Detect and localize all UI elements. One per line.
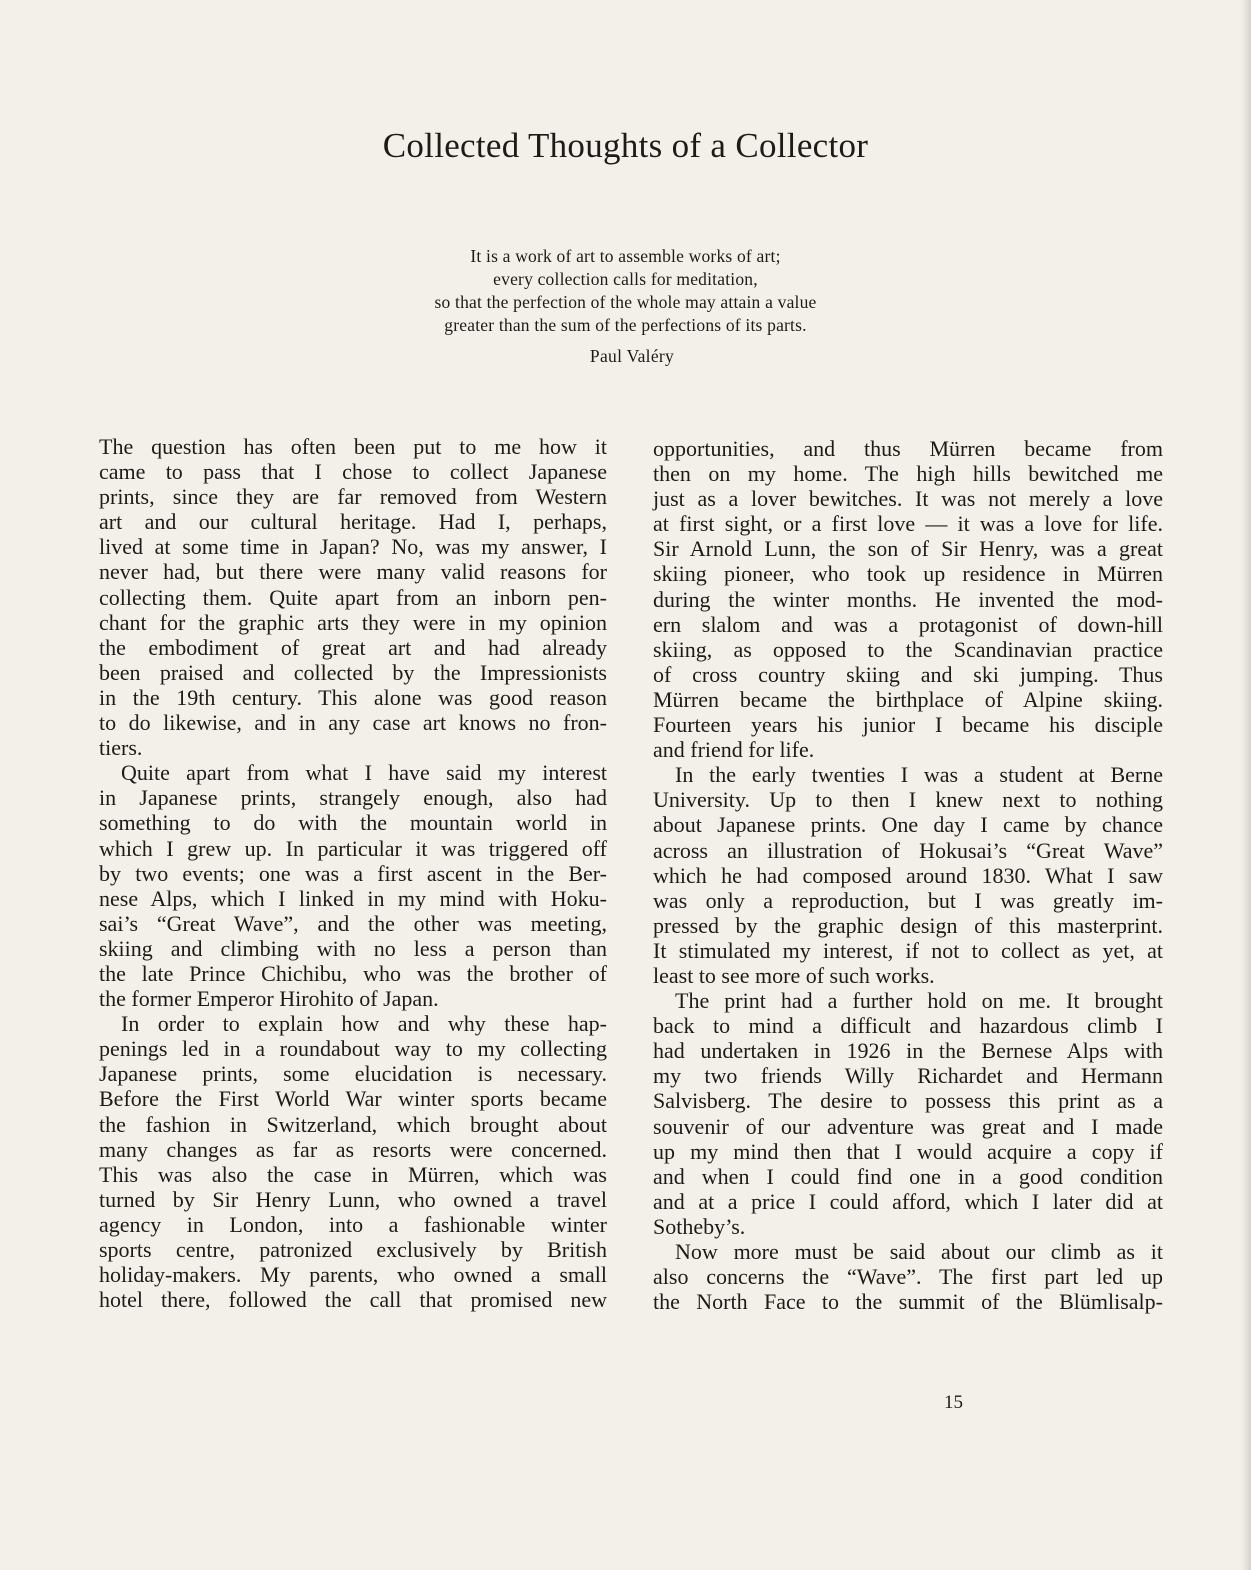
epigraph-line: greater than the sum of the perfections of its parts. (444, 315, 807, 335)
text-line: at first sight, or a first love — it was a love for life. (653, 511, 1163, 537)
text-line: skiing and climbing with no less a person than (99, 935, 607, 961)
text-line: sai’s “Great Wave”, and the other was meeting, (99, 910, 607, 936)
text-line: and friend for life. (653, 737, 815, 763)
text-line: Sotheby’s. (653, 1213, 746, 1239)
text-line: many changes as far as resorts were concerned. (99, 1136, 607, 1162)
text-line: during the winter months. He invented the mod- (653, 586, 1163, 612)
text-line: In the early twenties I was a student at Berne (675, 762, 1163, 788)
text-line: Mürren became the birthplace of Alpine skiing. (653, 686, 1163, 712)
text-line: to do likewise, and in any case art knows no fron- (99, 710, 607, 736)
text-line: Fourteen years his junior I became his disciple (653, 712, 1163, 738)
text-line: never had, but there were many valid reasons for (99, 559, 607, 585)
text-line: University. Up to then I knew next to nothing (653, 787, 1163, 813)
text-line: art and our cultural heritage. Had I, perhaps, (99, 509, 607, 535)
text-line: also concerns the “Wave”. The first part led up (653, 1264, 1163, 1290)
text-line: chant for the graphic arts they were in my opinion (99, 609, 607, 635)
text-line: which he had composed around 1830. What I saw (653, 862, 1163, 888)
text-line: collecting them. Quite apart from an inborn pen- (99, 584, 607, 610)
text-line: back to mind a difficult and hazardous climb I (653, 1013, 1163, 1039)
text-line: in the 19th century. This alone was good reason (99, 684, 607, 710)
text-line: pressed by the graphic design of this masterprint. (653, 912, 1163, 938)
text-line: agency in London, into a fashionable winter (99, 1211, 607, 1237)
text-line: Now more must be said about our climb as it (675, 1239, 1163, 1264)
text-line: just as a lover bewitches. It was not merely a love (653, 486, 1163, 512)
text-line: Sir Arnold Lunn, the son of Sir Henry, was a great (653, 536, 1163, 562)
text-line: then on my home. The high hills bewitched me (653, 461, 1163, 487)
text-line: came to pass that I chose to collect Japanese (99, 459, 607, 485)
body-column-right (653, 436, 1163, 1314)
text-line: which I grew up. In particular it was triggered off (99, 835, 607, 861)
text-line: nese Alps, which I linked in my mind with Hoku- (99, 885, 607, 911)
text-line: skiing, as opposed to the Scandinavian practice (653, 636, 1163, 662)
text-line: Before the First World War winter sports became (99, 1086, 607, 1112)
text-line: in Japanese prints, strangely enough, also had (99, 785, 607, 811)
text-line: about Japanese prints. One day I came by chance (653, 812, 1163, 838)
page-number: 15 (944, 1392, 963, 1413)
text-line: of cross country skiing and ski jumping. Thus (653, 661, 1163, 687)
text-line: my two friends Willy Richardet and Hermann (653, 1063, 1163, 1089)
text-line: and at a price I could afford, which I later did at (653, 1188, 1163, 1214)
text-line: the embodiment of great art and had already (99, 634, 607, 660)
text-line: Salvisberg. The desire to possess this print as a (653, 1088, 1163, 1114)
epigraph-attribution: Paul Valéry (589, 346, 675, 366)
text-line: across an illustration of Hokusai’s “Great Wave” (653, 837, 1163, 863)
text-line: hotel there, followed the call that promised new (99, 1287, 607, 1313)
text-line: turned by Sir Henry Lunn, who owned a travel (99, 1186, 607, 1212)
text-line: skiing pioneer, who took up residence in Mürren (653, 561, 1163, 587)
text-line: opportunities, and thus Mürren became from (653, 436, 1163, 461)
text-line: the former Emperor Hirohito of Japan. (99, 986, 439, 1012)
text-line: souvenir of our adventure was great and I made (653, 1113, 1163, 1139)
page-edge-shadow (1241, 0, 1251, 1570)
body-column-left (99, 434, 607, 1312)
text-line: prints, since they are far removed from Western (99, 484, 607, 510)
page-title: Collected Thoughts of a Collector (382, 126, 869, 165)
text-line: least to see more of such works. (653, 962, 935, 988)
text-line: ern slalom and was a protagonist of down-hill (653, 611, 1163, 637)
text-line: the fashion in Switzerland, which brought about (99, 1111, 607, 1137)
text-line: holiday-makers. My parents, who owned a small (99, 1262, 607, 1288)
text-line: the North Face to the summit of the Blümlisalp- (653, 1289, 1163, 1315)
text-line: penings led in a roundabout way to my collecting (99, 1036, 607, 1062)
text-line: something to do with the mountain world in (99, 810, 607, 836)
text-line: had undertaken in 1926 in the Bernese Alps with (653, 1038, 1163, 1064)
text-line: Quite apart from what I have said my interest (121, 760, 607, 786)
text-line: In order to explain how and why these hap- (121, 1011, 607, 1037)
text-line: was only a reproduction, but I was greatly im- (653, 887, 1163, 913)
text-line: tiers. (99, 735, 143, 761)
text-line: sports centre, patronized exclusively by British (99, 1237, 607, 1262)
epigraph (0, 245, 1251, 337)
text-line: and when I could find one in a good condition (653, 1163, 1163, 1189)
text-line: Japanese prints, some elucidation is necessary. (99, 1061, 607, 1087)
epigraph-line: so that the perfection of the whole may attain a value (434, 292, 817, 312)
text-line: It stimulated my interest, if not to collect as yet, at (653, 937, 1163, 963)
text-line: lived at some time in Japan? No, was my answer, I (99, 534, 607, 560)
text-line: The question has often been put to me how it (99, 434, 607, 459)
text-line: The print had a further hold on me. It brought (675, 988, 1163, 1014)
epigraph-line: every collection calls for meditation, (493, 269, 758, 289)
text-line: the late Prince Chichibu, who was the brother of (99, 960, 607, 986)
text-line: up my mind then that I would acquire a copy if (653, 1138, 1163, 1164)
text-line: been praised and collected by the Impressionists (99, 659, 607, 685)
epigraph-line: It is a work of art to assemble works of art; (470, 246, 781, 266)
text-line: by two events; one was a first ascent in the Ber- (99, 860, 607, 886)
text-line: This was also the case in Mürren, which was (99, 1161, 607, 1187)
